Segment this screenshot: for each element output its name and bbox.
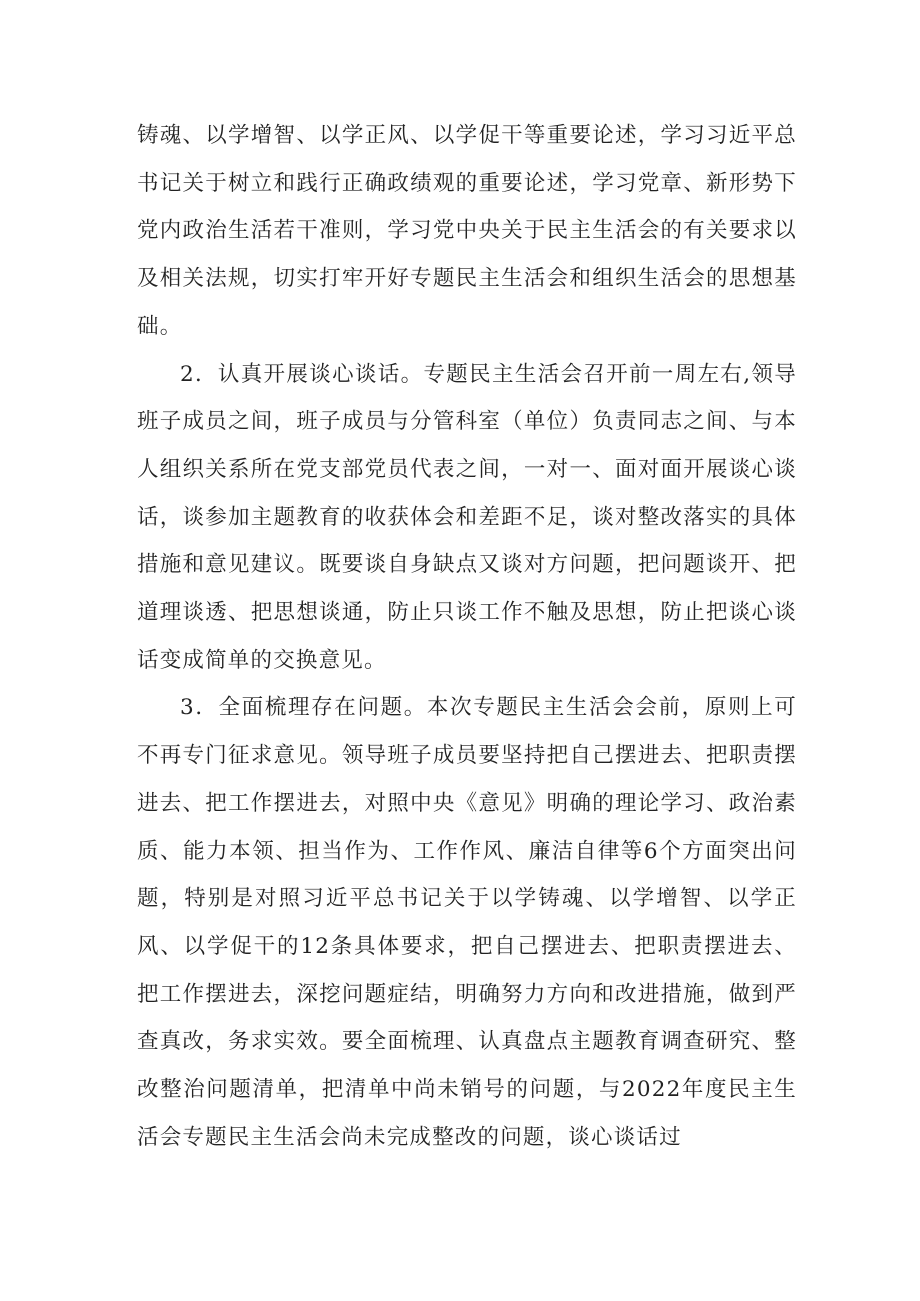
- document-body: [137, 112, 797, 1161]
- paragraph-continuation: 铸魂、以学增智、以学正风、以学促干等重要论述，学习习近平总书记关于树立和践行正确政绩观的重要论述，学习党章、新形势下党内政治生活若干准则，学习党中央关于民主生活会的有关要求以及相关法规，切实打牢开好专题民主生活会和组织生活会的思想基础。: [137, 123, 797, 339]
- paragraph-item-2: 2．认真开展谈心谈话。专题民主生活会召开前一周左右,领导班子成员之间，班子成员与分管科室（单位）负责同志之间、与本人组织关系所在党支部党员代表之间，一对一、面对面开展谈心谈话，谈参加主题教育的收获体会和差距不足，谈对整改落实的具体措施和意见建议。既要谈自身缺点又谈对方问题，把问题谈开、把道理谈透、把思想谈通，防止只谈工作不触及思想，防止把谈心谈话变成简单的交换意见。: [137, 361, 797, 673]
- paragraph-item-3: 3．全面梳理存在问题。本次专题民主生活会会前，原则上可不再专门征求意见。领导班子成员要坚持把自己摆进去、把职责摆进去、把工作摆进去，对照中央《意见》明确的理论学习、政治素质、能力本领、担当作为、工作作风、廉洁自律等6个方面突出问题，特别是对照习近平总书记关于以学铸魂、以学增智、以学正风、以学促干的12条具体要求，把自己摆进去、把职责摆进去、把工作摆进去，深挖问题症结，明确努力方向和改进措施，做到严查真改，务求实效。要全面梳理、认真盘点主题教育调查研究、整改整治问题清单，把清单中尚未销号的问题，与2022年度民主生活会专题民主生活会尚未完成整改的问题，谈心谈话过: [137, 695, 797, 1150]
